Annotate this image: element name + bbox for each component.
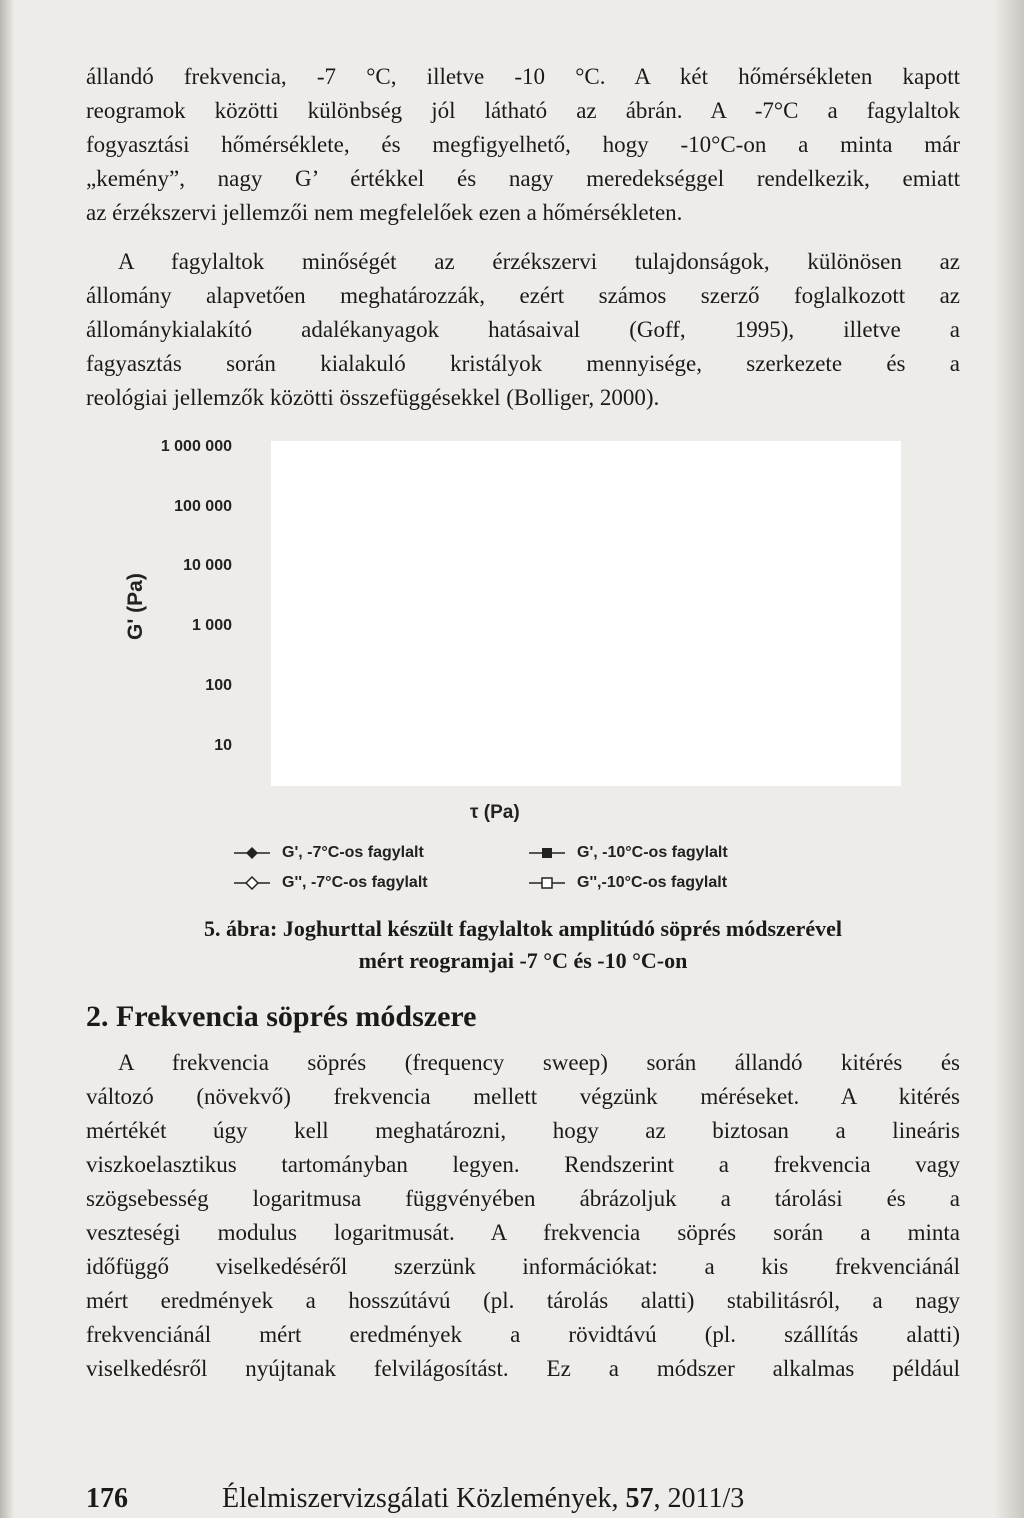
section-heading: 2. Frekvencia söprés módszere — [86, 1000, 477, 1033]
legend-item — [232, 844, 424, 862]
y-tick-label: 10 — [214, 737, 232, 754]
caption-line: 5. ábra: Joghurttal készült fagylaltok amplitúdó söprés módszerével — [204, 916, 842, 941]
filled-square-marker-icon — [527, 844, 567, 862]
paragraph-line: viszkoelasztikus tartományban legyen. Rendszerint a frekvencia vagy — [86, 1152, 960, 1177]
legend-item — [232, 874, 428, 892]
journal-citation — [222, 1483, 744, 1515]
paragraph-line: A frekvencia söprés (frequency sweep) során állandó kitérés és — [118, 1050, 960, 1075]
paragraph-line: reológiai jellemzők közötti összefüggésekkel (Bolliger, 2000). — [86, 385, 660, 410]
paragraph-line: frekvenciánál mért eredmények a rövidtávú (pl. szállítás alatti) — [86, 1322, 960, 1347]
open-square-marker-icon — [527, 874, 567, 892]
filled-diamond-marker-icon — [232, 844, 272, 862]
paragraph-line: „kemény”, nagy G’ értékkel és nagy meredekséggel rendelkezik, emiatt — [86, 166, 960, 191]
y-axis-title: G' (Pa) — [124, 573, 147, 640]
legend-label: G'',-10°C-os fagylalt — [577, 874, 728, 891]
page-edge-left — [0, 0, 14, 1518]
y-tick-label: 100 — [205, 677, 232, 694]
paragraph-line: viselkedésről nyújtanak felvilágosítást. Ez a módszer alkalmas például — [86, 1356, 960, 1381]
paragraph-line: mért eredmények a hosszútávú (pl. tárolás alatti) stabilitásról, a nagy — [86, 1288, 960, 1313]
paragraph-line: állandó frekvencia, -7 °C, illetve -10 °C. A két hőmérsékleten kapott — [86, 64, 960, 89]
y-tick-label: 1 000 000 — [160, 438, 232, 455]
paragraph-line: változó (növekvő) frekvencia mellett végzünk méréseket. A kitérés — [86, 1084, 960, 1109]
paragraph-line: időfüggő viselkedéséről szerzünk információkat: a kis frekvenciánál — [86, 1254, 960, 1279]
journal-name: Élelmiszervizsgálati Közlemények, — [222, 1483, 619, 1514]
chart-plot-area — [271, 441, 901, 786]
journal-issue: , 2011/3 — [653, 1483, 745, 1514]
legend-item — [527, 844, 728, 862]
figure-caption — [86, 913, 960, 977]
y-tick-label: 1 000 — [191, 617, 232, 634]
page-number: 176 — [86, 1483, 128, 1514]
legend-label: G', -10°C-os fagylalt — [577, 844, 728, 861]
legend-label: G'', -7°C-os fagylalt — [282, 874, 428, 891]
page-edge-right — [994, 0, 1024, 1518]
x-axis-title: τ (Pa) — [470, 802, 520, 823]
paragraph-line: veszteségi modulus logaritmusát. A frekvencia söprés során a minta — [86, 1220, 960, 1245]
paragraph-line: állomány alapvetően meghatározzák, ezért számos szerző foglalkozott az — [86, 283, 960, 308]
legend-label: G', -7°C-os fagylalt — [282, 844, 424, 861]
paragraph-line: állománykialakító adalékanyagok hatásaival (Goff, 1995), illetve a — [86, 317, 960, 342]
y-tick-label: 10 000 — [183, 557, 232, 574]
paragraph-line: fogyasztási hőmérséklete, és megfigyelhető, hogy -10°C-on a minta már — [86, 132, 960, 157]
paragraph-line: fagyasztás során kialakuló kristályok mennyisége, szerkezete és a — [86, 351, 960, 376]
paragraph-line: az érzékszervi jellemzői nem megfelelőek ezen a hőmérsékleten. — [86, 200, 683, 225]
open-diamond-marker-icon — [232, 874, 272, 892]
journal-volume: 57 — [625, 1483, 654, 1514]
paragraph-2 — [86, 245, 960, 415]
paragraph-3 — [86, 1046, 960, 1386]
paragraph-line: A fagylaltok minőségét az érzékszervi tulajdonságok, különösen az — [118, 249, 960, 274]
paragraph-line: reogramok közötti különbség jól látható az ábrán. A -7°C a fagylaltok — [86, 98, 960, 123]
paragraph-line: szögsebesség logaritmusa függvényében ábrázoljuk a tárolási és a — [86, 1186, 960, 1211]
caption-line: mért reogramjai -7 °C és -10 °C-on — [358, 948, 688, 973]
y-tick-label: 100 000 — [174, 498, 232, 515]
paragraph-line: mértékét úgy kell meghatározni, hogy az biztosan a lineáris — [86, 1118, 960, 1143]
paragraph-1 — [86, 60, 960, 230]
legend-item — [527, 874, 727, 892]
